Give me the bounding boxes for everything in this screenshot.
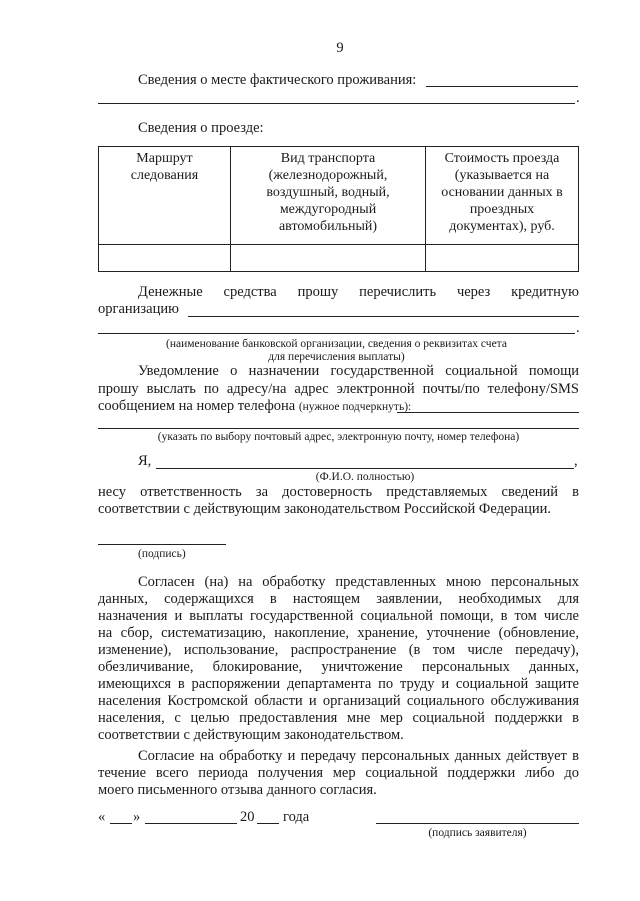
notice-text-line-2: прошу выслать по адресу/на адрес электронной почты/по телефону/SMS xyxy=(98,381,579,397)
page-number: 9 xyxy=(336,40,344,56)
validity-line-3: моего письменного отзыва данного согласия. xyxy=(98,782,377,798)
declaration-caption: (Ф.И.О. полностью) xyxy=(315,471,415,483)
date-open-quote: « xyxy=(98,809,106,825)
travel-header-route: Маршрут следования xyxy=(99,147,231,245)
notice-line-1[interactable] xyxy=(397,412,579,413)
consent-line-9: населения, с целью предоставления мне мер социальной поддержки в xyxy=(98,710,579,726)
date-year-suffix: года xyxy=(283,809,310,825)
declaration-text-line-2: соответствии с действующим законодательством Российской Федерации. xyxy=(98,501,551,517)
notice-text-line-3 xyxy=(98,398,411,415)
bank-text-line-2: организацию xyxy=(98,301,179,317)
consent-line-6: обезличивание, блокирование, уничтожение персональных данных, xyxy=(98,659,579,675)
bank-line-1[interactable] xyxy=(188,316,579,317)
consent-line-4: на сбор, систематизацию, накопление, хранение, уточнение (обновление, xyxy=(98,625,579,641)
declaration-suffix: , xyxy=(574,453,578,469)
residence-label: Сведения о месте фактического проживания: xyxy=(138,72,417,88)
consent-line-2: данных, содержащихся в настоящем заявлении, необходимых для xyxy=(98,591,579,607)
validity-line-2: течение всего периода получения мер социальной поддержки либо до xyxy=(98,765,579,781)
date-close-quote: » xyxy=(133,809,141,825)
travel-header-cost: Стоимость проезда (указывается на основании данных в проездных документах), руб. xyxy=(426,147,579,245)
date-month-line[interactable] xyxy=(145,823,237,824)
notice-line-3-small: (нужное подчеркнуть): xyxy=(298,401,412,413)
consent-line-3: назначения и выплаты государственной социальной помощи, в том числе xyxy=(98,608,579,624)
date-year-prefix: 20 xyxy=(240,809,255,825)
notice-line-2[interactable] xyxy=(98,428,579,429)
travel-table-header-row xyxy=(99,147,579,245)
consent-line-8: населения Костромской области и организаций социального обслуживания xyxy=(98,693,579,709)
declaration-prefix: Я, xyxy=(138,453,152,469)
consent-line-7: имеющихся в распоряжении департамента по труду и социальной защите xyxy=(98,676,579,692)
validity-line-1: Согласие на обработку и передачу персональных данных действует в xyxy=(138,748,579,764)
travel-table xyxy=(98,146,579,272)
consent-line-1: Согласен (на) на обработку представленных мною персональных xyxy=(138,574,579,590)
residence-end-punct: . xyxy=(576,90,580,106)
notice-text-line-1: Уведомление о назначении государственной социальной помощи xyxy=(138,363,579,379)
residence-line-2[interactable] xyxy=(98,103,575,104)
travel-cell-cost[interactable] xyxy=(426,245,579,272)
bank-text-line-1: Денежные средства прошу перечислить через кредитную xyxy=(138,284,579,300)
travel-header-transport: Вид транспорта (железнодорожный, воздушный, водный, междугородный автомобильный) xyxy=(231,147,426,245)
notice-line-3-main: сообщением на номер телефона xyxy=(98,398,296,414)
date-year-line[interactable] xyxy=(257,823,279,824)
consent-line-5: изменение), использование, распространение (в том числе передачу), xyxy=(98,642,579,658)
applicant-signature-line[interactable] xyxy=(376,823,579,824)
travel-table-row xyxy=(99,245,579,272)
date-day-line[interactable] xyxy=(110,823,132,824)
declaration-text-line-1: несу ответственность за достоверность представляемых сведений в xyxy=(98,484,579,500)
declaration-name-line[interactable] xyxy=(156,468,574,469)
travel-cell-transport[interactable] xyxy=(231,245,426,272)
signature-line[interactable] xyxy=(98,544,226,545)
bank-caption-2: для перечисления выплаты) xyxy=(268,351,405,363)
notice-caption: (указать по выбору почтовый адрес, электронную почту, номер телефона) xyxy=(157,431,520,443)
residence-line-1[interactable] xyxy=(426,86,578,87)
bank-caption-1: (наименование банковской организации, сведения о реквизитах счета xyxy=(166,338,507,350)
applicant-signature-caption: (подпись заявителя) xyxy=(428,827,527,839)
bank-end-punct: . xyxy=(576,320,580,336)
signature-caption: (подпись) xyxy=(138,548,186,560)
travel-cell-route[interactable] xyxy=(99,245,231,272)
bank-line-2[interactable] xyxy=(98,333,575,334)
consent-line-10: соответствии с действующим законодательством. xyxy=(98,727,404,743)
travel-label: Сведения о проезде: xyxy=(138,120,264,136)
